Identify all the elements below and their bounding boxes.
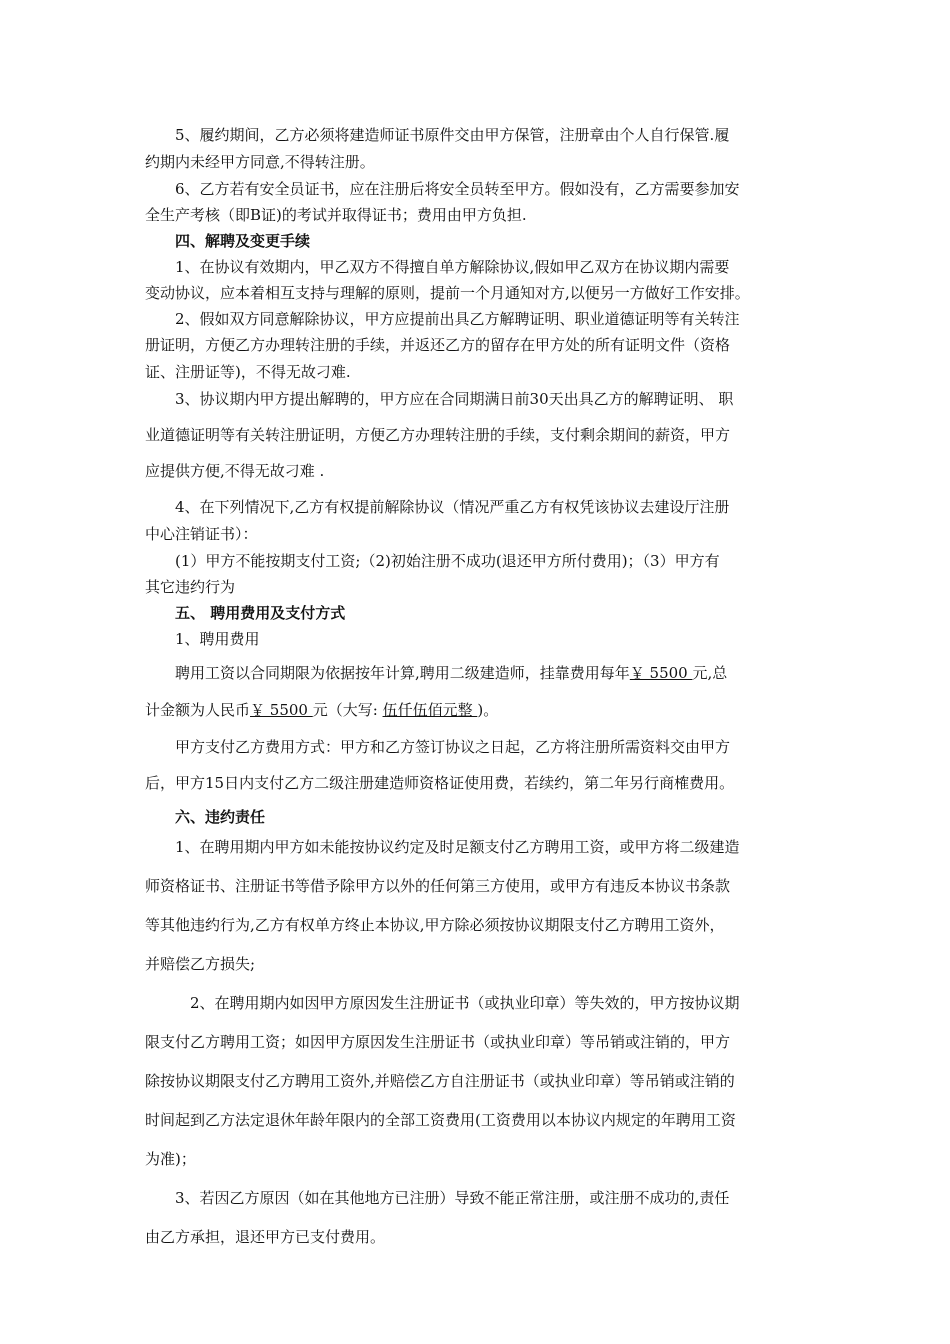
annual-fee-amount: ￥ 5500 (629, 664, 693, 682)
s6-p1-line-2: 师资格证书、注册证书等借予除甲方以外的任何第三方使用，或甲方有违反本协议书条款 (145, 877, 731, 895)
s6-p2-line-5: 为准)； (145, 1150, 196, 1168)
s5-sub-1: 1、聘用费用 (175, 630, 260, 648)
total-fee-words: 伍仟伍佰元整 (382, 701, 478, 719)
clause-5-line-2: 约期内未经甲方同意,不得转注册。 (145, 153, 375, 171)
s5-fee-line-1 (175, 662, 727, 683)
s6-p3-line-2: 由乙方承担，退还甲方已支付费用。 (145, 1228, 386, 1246)
clause-6-line-2: 全生产考核（即B证)的考试并取得证书；费用由甲方负担. (145, 206, 527, 224)
s4-p4-line-1: 4、在下列情况下,乙方有权提前解除协议（情况严重乙方有权凭该协议去建设厅注册 (175, 498, 730, 516)
s6-p2-line-1: 2、在聘用期内如因甲方原因发生注册证书（或执业印章）等失效的，甲方按协议期 (190, 994, 740, 1012)
total-text-c: )。 (477, 701, 499, 719)
fee-text-b: 元,总 (692, 664, 728, 682)
s6-p3-line-1: 3、若因乙方原因（如在其他地方已注册）导致不能正常注册，或注册不成功的,责任 (175, 1189, 730, 1207)
s6-p2-line-4: 时间起到乙方法定退休年龄年限内的全部工资费用(工资费用以本协议内规定的年聘用工资 (145, 1111, 736, 1129)
s4-p2-line-3: 证、注册证等)，不得无故刁难. (145, 363, 351, 381)
total-fee-amount: ￥ 5500 (250, 701, 313, 719)
section-5-heading: 五、 聘用费用及支付方式 (175, 604, 346, 622)
s4-p1-line-2: 变动协议，应本着相互支持与理解的原则，提前一个月通知对方,以便另一方做好工作安排。 (145, 284, 750, 302)
s4-p3-line-2: 业道德证明等有关转注册证明，方便乙方办理转注册的手续，支付剩余期间的薪资，甲方 (145, 426, 731, 444)
s4-p3-line-3: 应提供方便,不得无故刁难 . (145, 462, 325, 480)
clause-5-line-1: 5、履约期间，乙方必须将建造师证书原件交由甲方保管，注册章由个人自行保管.履 (175, 126, 730, 144)
s4-p2-line-1: 2、假如双方同意解除协议，甲方应提前出具乙方解聘证明、职业道德证明等有关转注 (175, 310, 740, 328)
s4-p1-line-1: 1、在协议有效期内，甲乙双方不得擅自单方解除协议,假如甲乙双方在协议期内需要 (175, 258, 730, 276)
section-6-heading: 六、违约责任 (175, 808, 266, 826)
s6-p1-line-1: 1、在聘用期内甲方如未能按协议约定及时足额支付乙方聘用工资，或甲方将二级建造 (175, 838, 740, 856)
s4-p5-line-1: (1）甲方不能按期支付工资;（2)初始注册不成功(退还甲方所付费用)；（3）甲方有 (175, 552, 720, 570)
s5-pay-line-1: 甲方支付乙方费用方式：甲方和乙方签订协议之日起，乙方将注册所需资料交由甲方 (175, 738, 731, 756)
s5-pay-line-2: 后，甲方15日内支付乙方二级注册建造师资格证使用费，若续约，第二年另行商榷费用。 (145, 774, 735, 792)
s4-p2-line-2: 册证明，方便乙方办理转注册的手续，并返还乙方的留存在甲方处的所有证明文件（资格 (145, 336, 731, 354)
s5-fee-line-2 (145, 699, 498, 720)
section-4-heading: 四、解聘及变更手续 (175, 232, 311, 250)
total-text-b: 元（大写: (312, 701, 383, 719)
s4-p4-line-2: 中心注销证书）： (145, 525, 258, 543)
s6-p1-line-3: 等其他违约行为,乙方有权单方终止本协议,甲方除必须按协议期限支付乙方聘用工资外， (145, 916, 725, 934)
s6-p2-line-2: 限支付乙方聘用工资；如因甲方原因发生注册证书（或执业印章）等吊销或注销的，甲方 (145, 1033, 731, 1051)
s4-p5-line-2: 其它违约行为 (145, 578, 236, 596)
fee-text-a: 聘用工资以合同期限为依据按年计算,聘用二级建造师，挂靠费用每年 (175, 664, 630, 682)
s4-p3-line-1: 3、协议期内甲方提出解聘的，甲方应在合同期满日前30天出具乙方的解聘证明、 职 (175, 390, 734, 408)
clause-6-line-1: 6、乙方若有安全员证书，应在注册后将安全员转至甲方。假如没有，乙方需要参加安 (175, 180, 740, 198)
total-text-a: 计金额为人民币 (145, 701, 251, 719)
s6-p1-line-4: 并赔偿乙方损失; (145, 955, 256, 973)
s6-p2-line-3: 除按协议期限支付乙方聘用工资外,并赔偿乙方自注册证书（或执业印章）等吊销或注销的 (145, 1072, 735, 1090)
